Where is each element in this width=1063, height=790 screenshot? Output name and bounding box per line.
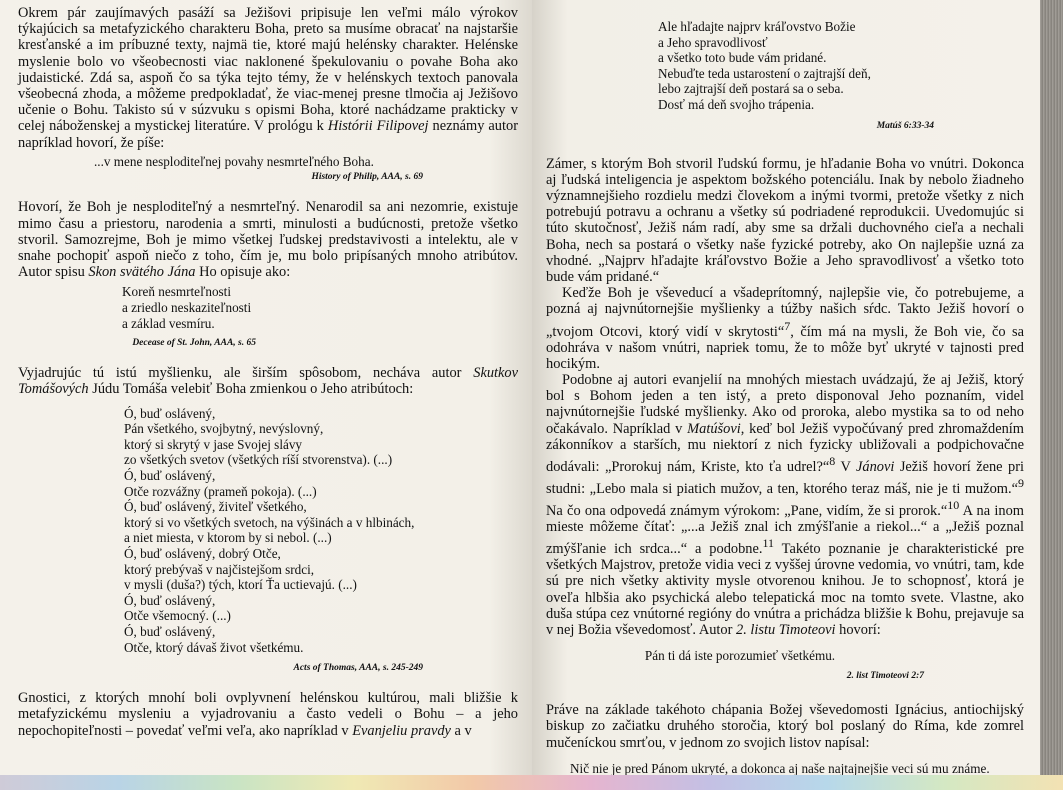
verse-line: ktorý prebývaš v najčistejšom srdci, [124, 561, 315, 577]
verse-block [18, 284, 518, 331]
paragraph: Gnostici, z ktorých mnohí boli ovplyvnení helénskou kultúrou, mali bližšie k metafyzickému mysleniu a vyjadrovaniu a často vedeli o Bohu – a jeho nepochopiteľnosti – povedať veľmi veľa, ako napríklad v Evanjeliu pravdy a v [18, 690, 518, 739]
verse-line: Ale hľadajte najprv kráľovstvo Božie [658, 19, 856, 34]
verse-line: Ó, buď oslávený, [124, 405, 216, 421]
citation: Matúš 6:33-34 [876, 120, 934, 131]
verse-line: Ó, buď oslávený, [124, 468, 216, 483]
verse-line: Otče rozvážny (prameň pokoja). (...) [124, 483, 317, 499]
citation: History of Philip, AAA, s. 69 [311, 172, 423, 183]
paragraph: Vyjadrujúc tú istú myšlienku, ale širším spôsobom, necháva autor Skutkov Tomášových Júdu Tomáša velebiť Boha zmienkou o Jeho atribútoch: [18, 365, 518, 398]
verse-line: ktorý si vo všetkých svetoch, na výšinách a v hlbinách, [124, 514, 415, 530]
verse-line: lebo zajtrajší deň postará sa o seba. [658, 81, 844, 97]
citation: 2. list Timoteovi 2:7 [846, 671, 924, 682]
verse-line: a Jeho spravodlivosť [658, 34, 768, 50]
quote: Nič nie je pred Pánom ukryté, a dokonca aj naše najtajnejšie veci sú mu známe. [570, 760, 990, 775]
paragraph: Zámer, s ktorým Boh stvoril ľudskú formu, je hľadanie Boha vo vnútri. Dokonca aj ľudská inteligencia je aspektom božského potenciálu. Inak by nebolo žiadneho významnejšieho rozdielu medzi človekom a inými tvormi, pretože všetky z nich potrebujú potravu a ochranu a všetky sú podriadené reprodukcii. Uvedomujúc si túto skutočnosť, Ježiš nám radí, aby sme sa držali duchovného cieľa a nechali Boha, nech sa postará o všetky naše fyzické potreby, ako On najlepšie uzná za vhodné. „Najprv hľadajte kráľovstvo Božie a Jeho spravodlivosť a všetko toto bude vám pridané.“ [546, 155, 1024, 285]
verse-line: a zriedlo neskaziteľnosti [122, 300, 252, 316]
verse-line: Otče všemocný. (...) [124, 608, 231, 624]
verse-line: v mysli (duša?) tých, ktorí Ťa uctievajú. (...) [124, 577, 357, 593]
verse-line: a základ vesmíru. [122, 315, 215, 331]
verse-line: Pán všetkého, svojbytný, nevýslovný, [124, 421, 324, 437]
verse-block [546, 19, 1024, 113]
quote: Pán ti dá iste porozumieť všetkému. [644, 648, 836, 664]
paragraph: Okrem pár zaujímavých pasáží sa Ježišovi pripisuje len veľmi málo výrokov týkajúcich sa metafyzického charakteru Boha, preto sa musíme obracať na najstaršie kresťanské a im príbuzné texty, najmä tie, ktoré majú helénsky charakter. Helénske myslenie bolo vo všeobecnosti viac naklonené špekulovaniu o povahe Boha ako judaistické. Zdá sa, aspoň čo sa týka tejto témy, že v helénskych textoch panovala všeobecná zhoda, a môžeme predpokladať, že viac-menej presne tlmočia aj Ježišovo učenie o Bohu. Takisto sú v súzvuku s opismi Boha, ktoré nachádzame prakticky v celej náboženskej a mystickej literatúre. V prológu k Histórii Filipovej neznámy autor napríklad hovorí, že píše: [18, 5, 518, 151]
bottom-color-strip [0, 775, 1063, 790]
verse-line: zo všetkých svetov (všetkých ríší stvorenstva). (...) [124, 452, 393, 468]
paragraph: Práve na základe takéhoto chápania Božej vševedomosti Ignácius, antiochijský biskup zo začiatku druhého storočia, ktorý bol poslaný do Ríma, kde zomrel mučeníckou smrťou, v jednom zo svojich listov napísal: [546, 702, 1024, 751]
paragraph: Podobne aj autori evanjelií na mnohých miestach uvádzajú, že aj Ježiš, ktorý bol s Bohom jeden a ten istý, a preto disponoval Jeho poznaním, videl najvnútornejšie ľudské myšlienky. Ako od proroka, alebo mystika sa to od neho očakávalo. Napríklad v Matúšovi, keď bol Ježiš vypočúvaný pred zhromaždením zákonníkov a starších, mu niektorí z nich fyzicky ubližovali a podpichovačne dodávali: „Prorokuj nám, Kriste, kto ťa udrel?“$^8$ V Jánovi Ježiš hovorí žene pri studni: „Lebo mala si piatich mužov, a ten, ktorého teraz máš, nie je ti mužom.“$^9$ Na čo ona odpovedá známym výrokom: „Pane, vidím, že si prorok.“$^{10}$ A na inom mieste môžeme čítať: „...a Ježiš znal ich zmýšľanie a riekol...“ a „Ježiš poznal zmýšľanie ich srdca...“ a podobne.$^{11}$ Takéto poznanie je charakteristické pre všetkých Majstrov, pretože vidia veci z vyššej úrovne vedomia, vo vnútri, tam, kde sú pre nich všetky aktivity mysle otvorenou knihou. Je to schopnosť, ktorá je oveľa hlbšia ako psychická alebo telepatická moc na tomto svete. Vlastne, ako duša stúpa cez vnútorné regióny do vnútra a prichádza bližšie k Bohu, prejavuje sa v nej Božia vševedomosť. Autor 2. listu Timoteovi hovorí: [546, 372, 1025, 639]
citation: Decease of St. John, AAA, s. 65 [132, 338, 256, 349]
verse-line: a niet miesta, v ktorom by si nebol. (...) [124, 530, 332, 546]
paragraph: Keďže Boh je vševeducí a všadeprítomný, najlepšie vie, čo potrebujeme, a pozná aj najvnútornejšie myšlienky a túžby našich sŕdc. Takto Ježiš hovorí o „tvojom Otcovi, ktorý vidí v skrytosti“$^7$, čím má na mysli, že Boh vie, čo sa odohráva v našom vnútri, napriek tomu, že to môže byť ukryté v tajnosti pred hocikým. [546, 285, 1024, 372]
page-edges [1040, 0, 1063, 775]
verse-line: a všetko toto bude vám pridané. [658, 50, 827, 66]
verse-line: Otče, ktorý dávaš život všetkému. [124, 639, 304, 655]
quote: ...v mene nesploditeľnej povahy nesmrteľného Boha. [94, 153, 374, 169]
left-page [0, 0, 532, 775]
verse-block [18, 406, 518, 656]
right-page [532, 0, 1040, 775]
verse-line: Nebuďte teda ustarostení o zajtrajší deň, [658, 65, 871, 81]
verse-line: Ó, buď oslávený, [124, 623, 216, 639]
paragraph: Hovorí, že Boh je nesploditeľný a nesmrteľný. Nenarodil sa ani nezomrie, existuje mimo času a priestoru, narodenia a smrti, minulosti a budúcnosti, pretože všetko stvoril. Samozrejme, Boh je mimo všetkej ľudskej predstavivosti a intelektu, ale v snahe pochopiť aspoň niečo z toho, čím je, mu bolo pripísaných mnoho atribútov. Autor spisu Skon svätého Jána Ho opisuje ako: [18, 199, 518, 281]
verse-line: Koreň nesmrteľnosti [122, 284, 232, 300]
verse-line: Ó, buď oslávený, živiteľ všetkého, [124, 499, 307, 515]
citation: Acts of Thomas, AAA, s. 245-249 [293, 663, 423, 674]
verse-line: Ó, buď oslávený, dobrý Otče, [124, 545, 281, 561]
verse-line: ktorý si skrytý v jase Svojej slávy [124, 436, 303, 452]
verse-line: Ó, buď oslávený, [124, 592, 216, 608]
verse-line: Dosť má deň svojho trápenia. [658, 96, 815, 112]
